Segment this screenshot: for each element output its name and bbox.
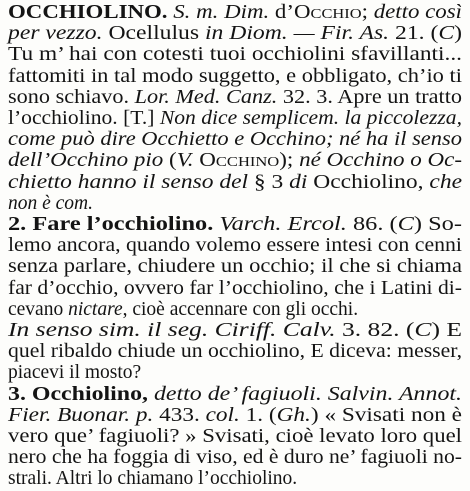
entry-line bbox=[8, 384, 462, 406]
text-run: 3. 82. ( bbox=[335, 320, 415, 341]
headword: OCCHIOLINO. bbox=[8, 2, 168, 23]
entry-line bbox=[8, 256, 462, 278]
text-run: Occhiolino, bbox=[307, 171, 430, 193]
entry-line bbox=[8, 362, 141, 384]
entry-line bbox=[8, 426, 462, 448]
italic-text: chietto hanno il senso del bbox=[8, 171, 249, 193]
text-run: 433. bbox=[153, 404, 206, 426]
italic-text: C bbox=[397, 214, 414, 235]
italic-text: Non dice semplicem. la piccolezza, bbox=[159, 108, 462, 129]
entry-line bbox=[8, 405, 462, 427]
text-run: ; bbox=[361, 2, 374, 23]
entry-line bbox=[8, 2, 462, 24]
text-run: far d’occhio, ovvero far l’occhiolino, che i Latini di- bbox=[8, 277, 463, 299]
italic-text: detto così bbox=[373, 2, 462, 23]
entry-line bbox=[8, 44, 462, 66]
entry-line bbox=[8, 129, 462, 151]
text-run: 32. 3. Apre un tratto bbox=[277, 86, 462, 108]
headword: 3. Occhiolino, bbox=[8, 383, 148, 405]
entry-line bbox=[8, 172, 462, 194]
italic-text: Fier. Buonar. p. bbox=[8, 404, 154, 426]
text-run: Tu m’ hai con cotesti tuoi occhiolini sfavillanti... bbox=[8, 44, 462, 66]
text-run: ) So- bbox=[413, 214, 462, 235]
entry-line bbox=[8, 150, 462, 172]
entry-line bbox=[8, 341, 462, 363]
italic-text: dell’Occhino pio bbox=[8, 150, 164, 172]
italic-text: V. bbox=[176, 150, 194, 172]
italic-text: come può dire Occhietto e Occhino; né ha il senso bbox=[8, 129, 462, 151]
text-run: ) bbox=[454, 23, 463, 45]
text-run: ); bbox=[279, 150, 300, 172]
text-run: fattomiti in tal modo suggetto, e obbligato, ch’io ti bbox=[8, 65, 462, 87]
italic-text: che bbox=[429, 171, 462, 193]
text-run: sono schiavo. bbox=[8, 86, 135, 108]
entry-line bbox=[8, 87, 462, 109]
text-run: 86. ( bbox=[346, 214, 398, 235]
text-run: Occhino bbox=[199, 150, 280, 172]
italic-text: detto de’ fagiuoli. Salvin. Annot. bbox=[153, 383, 462, 405]
text-run: nero che ha foggia di viso, ed è duro ne’ fagiuoli no- bbox=[8, 447, 462, 469]
text-run: lemo ancora, quando volemo essere intesi con cenni bbox=[8, 235, 462, 257]
text-run: strali. Altri lo chiamano l’occhiolino. bbox=[8, 468, 298, 490]
text-run: ( bbox=[163, 150, 177, 172]
italic-text: Varch. Ercol. bbox=[219, 214, 347, 235]
text-run: ) « Svisati non è bbox=[310, 404, 462, 426]
italic-text: col. bbox=[205, 404, 240, 426]
italic-text: nictare bbox=[68, 298, 123, 320]
text-run: § 3 bbox=[248, 171, 290, 193]
entry-line bbox=[8, 447, 462, 469]
entry-line bbox=[8, 320, 462, 342]
italic-text: S. m. Dim. bbox=[173, 2, 270, 23]
italic-text: non è com. bbox=[8, 192, 94, 214]
text-run: vero que’ fagiuoli? » Svisati, cioè levato loro quel bbox=[8, 426, 462, 447]
italic-text: Lor. Med. Canz. bbox=[134, 86, 278, 108]
entry-line bbox=[8, 193, 93, 215]
italic-text: di bbox=[289, 171, 308, 193]
text-run: Occhio bbox=[293, 2, 362, 23]
text-run: l’occhiolino. [T.] bbox=[8, 108, 160, 129]
italic-text: in Diom. — Fir. As. bbox=[204, 23, 390, 45]
italic-text: C bbox=[414, 320, 432, 341]
text-run: , cioè accennare con gli occhi. bbox=[122, 298, 359, 320]
italic-text: per vezzo. bbox=[8, 23, 103, 45]
text-run: cevano bbox=[8, 298, 69, 320]
text-run: 1. ( bbox=[239, 404, 277, 426]
italic-text: Gh. bbox=[276, 404, 311, 426]
entry-line bbox=[8, 23, 462, 45]
italic-text: né Occhino o Oc- bbox=[299, 150, 462, 172]
entry-line bbox=[8, 66, 462, 88]
entry-line bbox=[8, 235, 462, 257]
text-run: piacevi il mosto? bbox=[8, 362, 142, 384]
text-run: quel ribaldo chiude un occhiolino, E diceva: messer, bbox=[8, 341, 462, 363]
italic-text: C bbox=[438, 23, 455, 45]
entry-line bbox=[8, 468, 297, 490]
entry-line bbox=[8, 299, 358, 321]
text-run: senza parlare, chiudere un occhio; il che si chiama bbox=[8, 256, 462, 278]
entry-line bbox=[8, 214, 462, 236]
entry-line bbox=[8, 278, 462, 300]
text-run: Ocellulus bbox=[102, 23, 205, 45]
italic-text: In senso sim. il seg. Ciriff. Calv. bbox=[8, 320, 336, 341]
entry-line bbox=[8, 108, 462, 130]
text-run: ) E bbox=[431, 320, 462, 341]
headword: 2. Fare l’occhiolino. bbox=[8, 214, 214, 235]
text-run: d’ bbox=[269, 2, 294, 23]
text-run: 21. ( bbox=[389, 23, 439, 45]
